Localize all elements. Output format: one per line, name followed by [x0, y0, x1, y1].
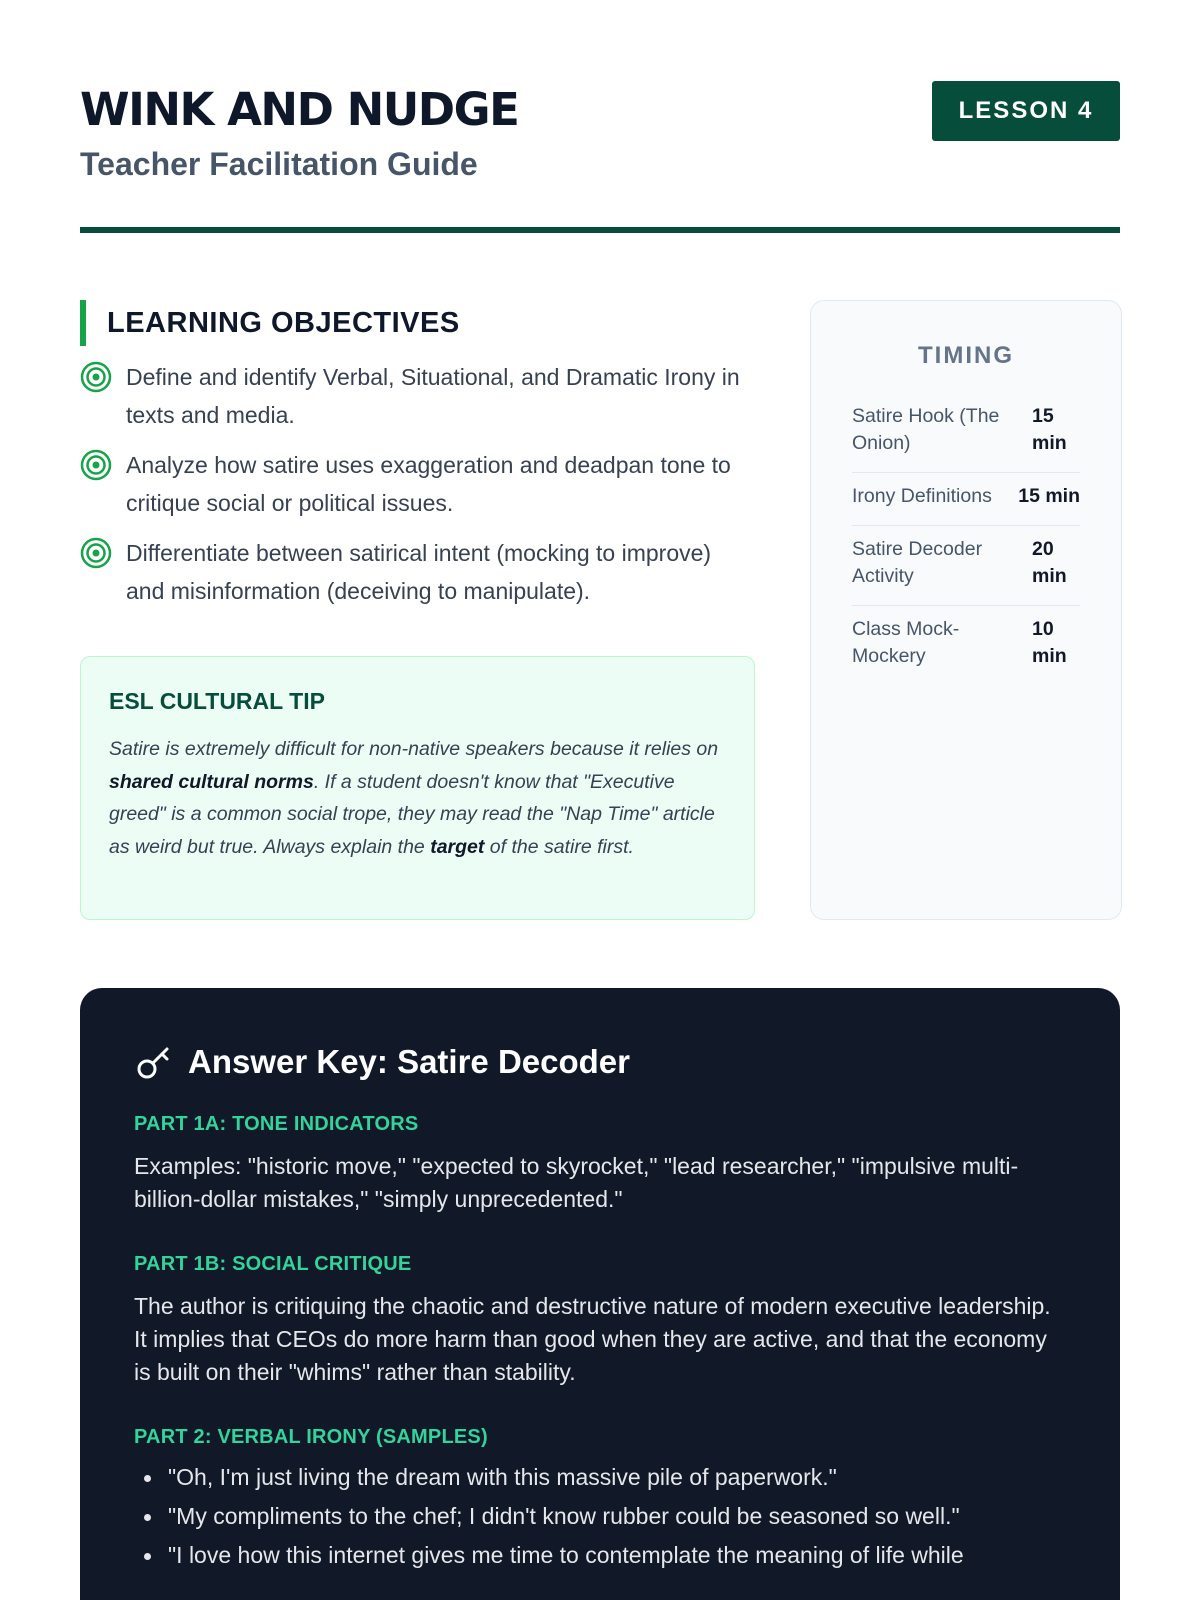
part-1b-label: PART 1B: SOCIAL CRITIQUE — [134, 1253, 412, 1275]
list-item — [80, 358, 755, 434]
objectives-heading: LEARNING OBJECTIVES — [80, 300, 755, 346]
esl-cultural-tip — [80, 656, 755, 920]
timing-label: Satire Hook (The Onion) — [852, 405, 1000, 454]
part-1a-text: Examples: "historic move," "expected to skyrocket," "lead researcher," "impulsive multi-billion-dollar mistakes," "simply unprecedented." — [134, 1153, 1019, 1212]
tip-text: Satire is extremely difficult for non-native speakers because it relies on — [109, 738, 719, 760]
list-item: "Oh, I'm just living the dream with this massive pile of paperwork." — [134, 1461, 1066, 1494]
objectives-list — [80, 358, 755, 610]
timing-row — [852, 473, 1080, 526]
tip-body — [109, 733, 726, 863]
answer-key-title: Answer Key: Satire Decoder — [188, 1043, 631, 1080]
list-item — [80, 534, 755, 610]
list-item: "I love how this internet gives me time to contemplate the meaning of life while — [134, 1539, 1066, 1572]
timing-label: Class Mock-Mockery — [852, 618, 960, 667]
target-icon — [80, 537, 112, 569]
header-divider — [80, 227, 1120, 233]
answer-key-header — [134, 1040, 1066, 1084]
key-icon — [134, 1042, 174, 1082]
part-1b-text: The author is critiquing the chaotic and destructive nature of modern executive leadership. It implies that CEOs do more harm than good when they are active, and that the economy is built on their "whims" rather than stability. — [134, 1293, 1051, 1385]
timing-panel — [810, 300, 1122, 920]
learning-objectives-section — [80, 300, 755, 622]
timing-label: Irony Definitions — [852, 485, 992, 507]
tip-text: of the satire first. — [484, 835, 634, 858]
timing-row — [852, 526, 1080, 606]
timing-value: 15 min — [1032, 405, 1067, 454]
part-1a-label: PART 1A: TONE INDICATORS — [134, 1113, 419, 1135]
list-item: "My compliments to the chef; I didn't know rubber could be seasoned so well." — [134, 1500, 1066, 1533]
timing-row — [852, 393, 1080, 473]
timing-row — [852, 606, 1080, 685]
tip-emphasis: target — [430, 835, 485, 858]
tip-text: . If a student doesn't know that "Executive greed" is a common social trope, they may read the "Nap Time" article as weird but true. Always explain the — [109, 770, 715, 858]
page-header — [80, 80, 1120, 234]
tip-emphasis: shared cultural norms — [109, 770, 314, 793]
target-icon — [80, 361, 112, 393]
timing-value: 10 min — [1032, 618, 1067, 667]
tip-heading: ESL CULTURAL TIP — [109, 688, 325, 714]
timing-label: Satire Decoder Activity — [852, 538, 983, 587]
page-title: WINK AND NUDGE — [80, 83, 519, 136]
list-item — [80, 446, 755, 522]
answer-key-panel — [80, 988, 1120, 1600]
lesson-badge: LESSON 4 — [932, 81, 1120, 141]
timing-list — [852, 393, 1080, 685]
timing-value: 20 min — [1032, 538, 1067, 587]
timing-heading: TIMING — [918, 342, 1014, 369]
part-2-label: PART 2: VERBAL IRONY (SAMPLES) — [134, 1426, 488, 1448]
objective-text: Define and identify Verbal, Situational, and Dramatic Irony in texts and media. — [126, 364, 740, 428]
irony-samples-list — [134, 1461, 1066, 1572]
timing-value: 15 min — [1018, 485, 1080, 507]
objective-text: Analyze how satire uses exaggeration and deadpan tone to critique social or political issues. — [126, 452, 731, 516]
target-icon — [80, 449, 112, 481]
page-subtitle: Teacher Facilitation Guide — [80, 146, 478, 182]
objective-text: Differentiate between satirical intent (mocking to improve) and misinformation (deceiving to manipulate). — [126, 540, 712, 604]
